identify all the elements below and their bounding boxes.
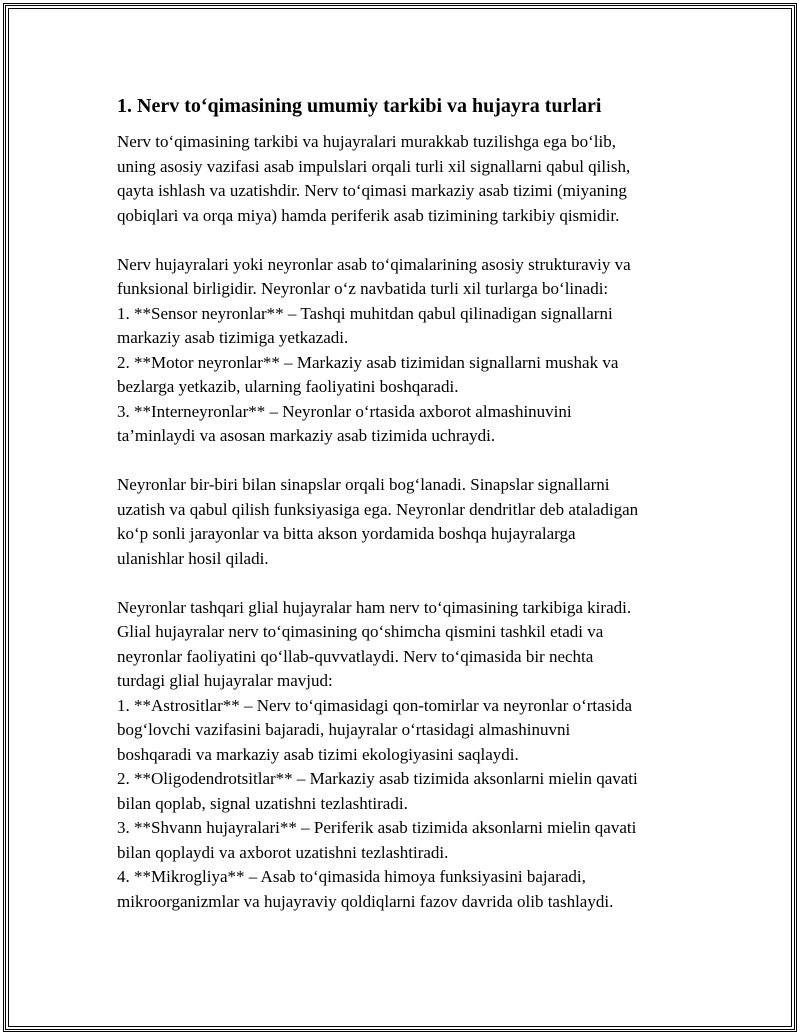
paragraph xyxy=(117,473,692,571)
text-line: bilan qoplaydi va axborot uzatishni tezlashtiradi. xyxy=(117,842,449,862)
text-line: turdagi glial hujayralar mavjud: xyxy=(117,671,333,690)
text-line: bezlarga yetkazib, ularning faoliyatini boshqaradi. xyxy=(117,377,459,396)
text-line: 3. **Shvann hujayralari** – Periferik asab tizimida aksonlarni mielin qavati xyxy=(117,818,637,837)
text-line: 4. **Mikrogliya** – Asab to‘qimasida himoya funksiyasini bajaradi, xyxy=(117,867,586,886)
text-line: 1. **Astrositlar** – Nerv to‘qimasidagi qon-tomirlar va neyronlar o‘rtasida xyxy=(117,695,633,715)
section-heading: 1. Nerv to‘qimasining umumiy tarkibi va hujayra turlari xyxy=(117,95,602,117)
text-line: uning asosiy vazifasi asab impulslari orqali turli xil signallarni qabul qilish, xyxy=(117,156,631,176)
paragraph xyxy=(117,130,692,228)
document-body xyxy=(117,93,692,939)
text-line: mikroorganizmlar va hujayraviy qoldiqlarni fazov davrida olib tashlaydi. xyxy=(117,891,614,911)
paragraph-list xyxy=(117,130,692,914)
text-line: Neyronlar tashqari glial hujayralar ham nerv to‘qimasining tarkibiga kiradi. xyxy=(117,597,632,617)
text-line: Nerv hujayralari yoki neyronlar asab to‘qimalarining asosiy strukturaviy va xyxy=(117,254,631,274)
text-line: ulanishlar hosil qiladi. xyxy=(117,548,269,568)
paragraph xyxy=(117,596,692,915)
text-line: ko‘p sonli jarayonlar va bitta akson yordamida boshqa hujayralarga xyxy=(117,524,576,543)
text-line: funksional birligidir. Neyronlar o‘z navbatida turli xil turlarga bo‘linadi: xyxy=(117,279,609,298)
text-line: ta’minlaydi va asosan markaziy asab tizimida uchraydi. xyxy=(117,426,496,445)
text-line: 2. **Motor neyronlar** – Markaziy asab tizimidan signallarni mushak va xyxy=(117,352,619,372)
text-line: qayta ishlash va uzatishdir. Nerv to‘qimasi markaziy asab tizimi (miyaning xyxy=(117,181,627,200)
text-line: 3. **Interneyronlar** – Neyronlar o‘rtasida axborot almashinuvini xyxy=(117,401,572,421)
text-line: 2. **Oligodendrotsitlar** – Markaziy asab tizimida aksonlarni mielin qavati xyxy=(117,769,638,788)
text-line: qobiqlari va orqa miya) hamda periferik asab tizimining tarkibiy qismidir. xyxy=(117,205,620,225)
paragraph xyxy=(117,253,692,449)
text-line: Nerv to‘qimasining tarkibi va hujayralari murakkab tuzilishga ega bo‘lib, xyxy=(117,132,616,151)
text-line: 1. **Sensor neyronlar** – Tashqi muhitdan qabul qilinadigan signallarni xyxy=(117,303,613,323)
text-line: neyronlar faoliyatini qo‘llab-quvvatlaydi. Nerv to‘qimasida bir nechta xyxy=(117,646,594,666)
text-line: bog‘lovchi vazifasini bajaradi, hujayralar o‘rtasidagi almashinuvni xyxy=(117,720,571,739)
text-line: boshqaradi va markaziy asab tizimi ekologiyasini saqlaydi. xyxy=(117,744,519,764)
text-line: Neyronlar bir-biri bilan sinapslar orqali bog‘lanadi. Sinapslar signallarni xyxy=(117,475,610,494)
text-line: bilan qoplab, signal uzatishni tezlashtiradi. xyxy=(117,793,408,813)
text-line: markaziy asab tizimiga yetkazadi. xyxy=(117,328,349,347)
text-line: uzatish va qabul qilish funksiyasiga ega. Neyronlar dendritlar deb ataladigan xyxy=(117,499,639,519)
text-line: Glial hujayralar nerv to‘qimasining qo‘shimcha qismini tashkil etadi va xyxy=(117,622,604,641)
